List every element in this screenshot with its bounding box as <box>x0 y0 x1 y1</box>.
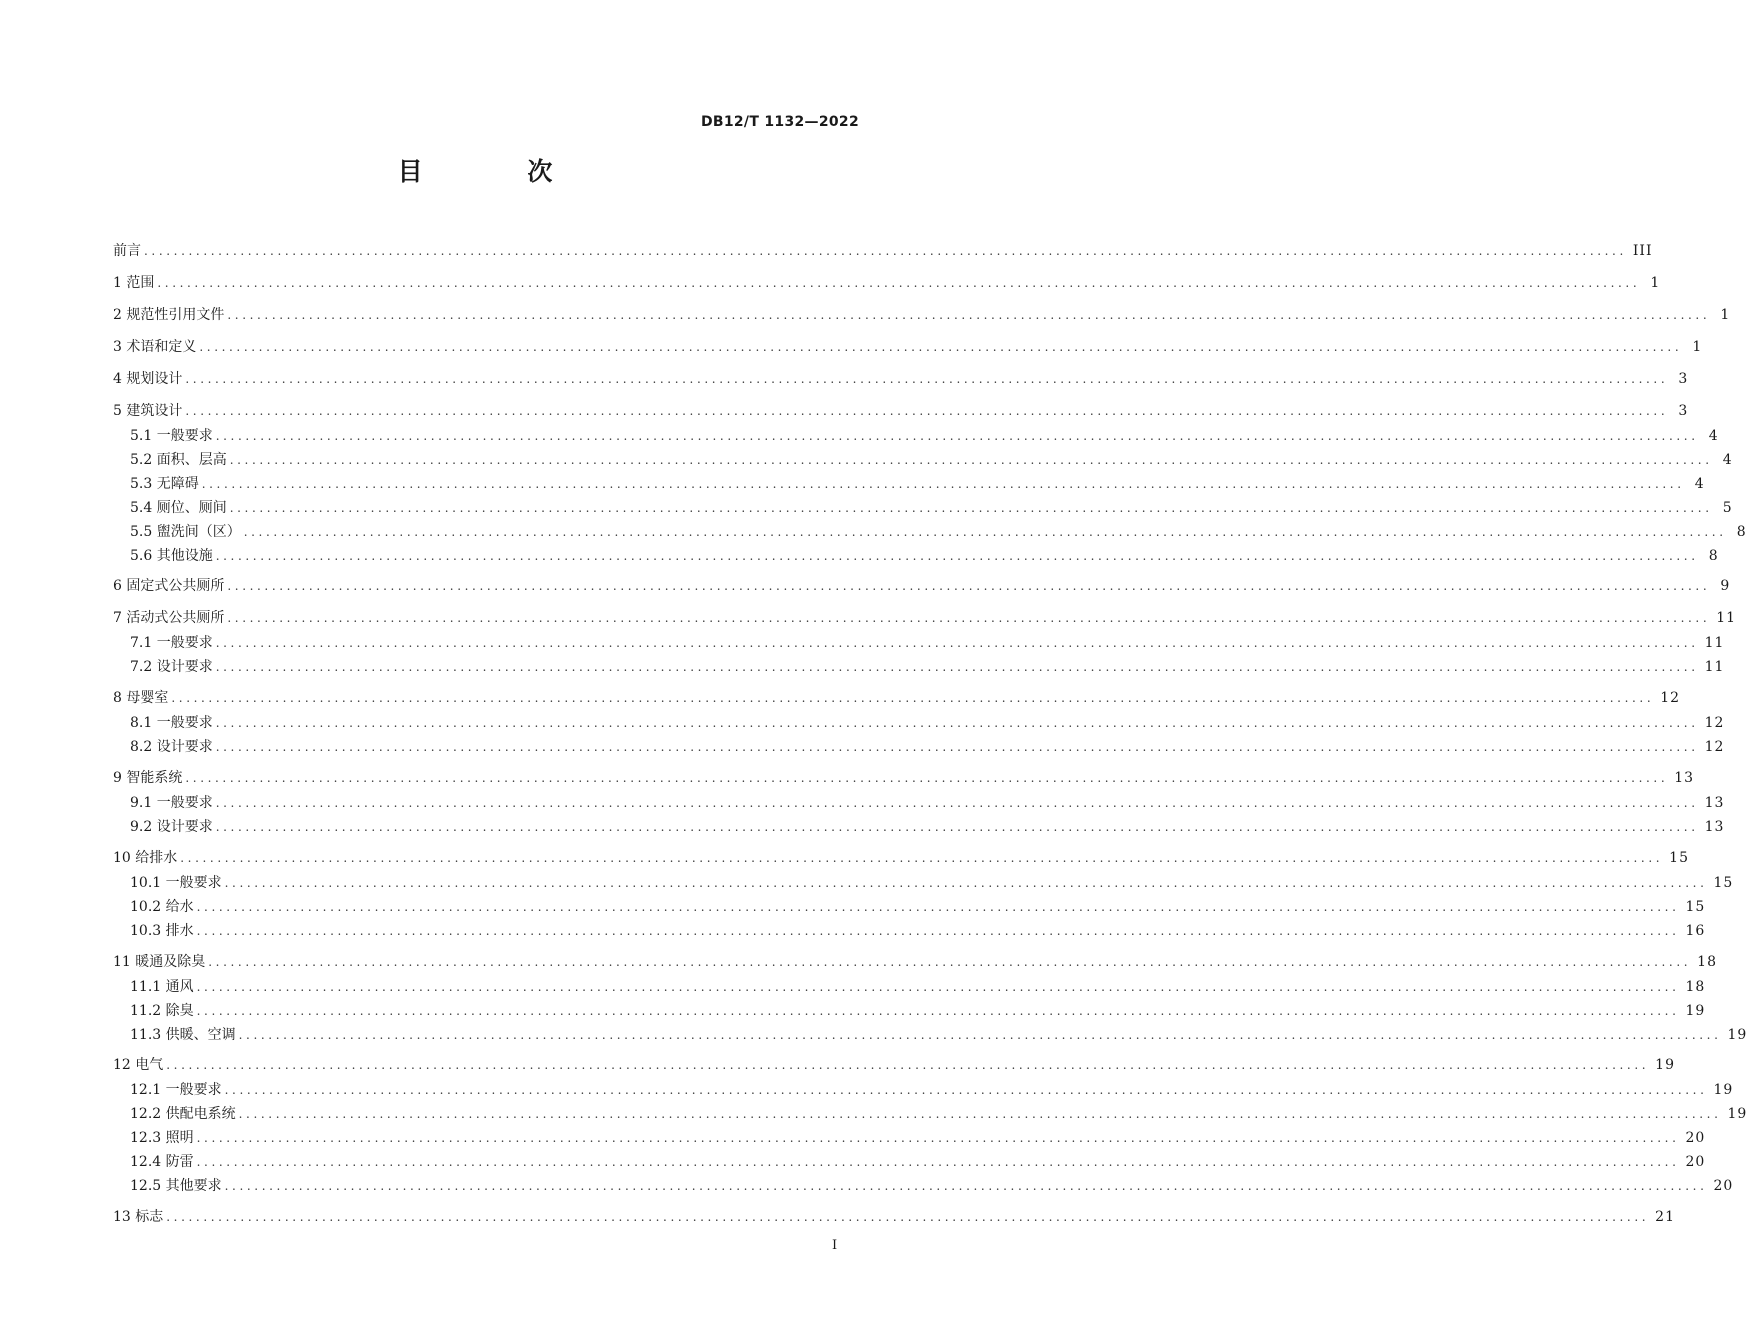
toc-page-number: 12 <box>1660 690 1681 706</box>
toc-page-number: 1 <box>1720 307 1731 323</box>
toc-page-number: 19 <box>1727 1106 1747 1122</box>
toc-leader: ........................................................................................................................................................................................................ <box>196 980 1680 994</box>
toc-page-number: 18 <box>1685 979 1706 995</box>
toc-page-number: 20 <box>1685 1130 1706 1146</box>
toc-subentry[interactable] <box>130 872 1734 894</box>
toc-entry[interactable] <box>113 336 1703 358</box>
toc-label: 5.2 面积、层高 <box>130 452 227 468</box>
toc-page-number: 11 <box>1716 610 1737 626</box>
toc-page-number: 19 <box>1655 1057 1675 1073</box>
toc-entry[interactable] <box>113 304 1731 326</box>
toc-entry[interactable] <box>113 767 1695 789</box>
toc-leader: ........................................................................................................................................................................................................ <box>215 660 1699 674</box>
toc-subentry[interactable] <box>130 896 1706 918</box>
toc-label: 3 术语和定义 <box>113 339 197 355</box>
toc-subentry[interactable] <box>130 656 1725 678</box>
toc-leader: ........................................................................................................................................................................................................ <box>238 1107 1722 1121</box>
toc-label: 12.3 照明 <box>130 1130 194 1146</box>
toc-page-number: 8 <box>1736 524 1747 540</box>
page-number: I <box>832 1238 838 1253</box>
toc-subentry[interactable] <box>130 1175 1734 1197</box>
toc-page-number: 4 <box>1708 428 1719 444</box>
toc-label: 5.5 盥洗间（区） <box>130 524 241 540</box>
toc-label: 1 范围 <box>113 275 155 291</box>
toc-leader: ........................................................................................................................................................................................................ <box>215 716 1699 730</box>
toc-page-number: 5 <box>1722 500 1733 516</box>
toc-label: 4 规划设计 <box>113 371 183 387</box>
toc-leader: ........................................................................................................................................................................................................ <box>180 851 1664 865</box>
toc-page-number: 4 <box>1694 476 1705 492</box>
toc-label: 9.2 设计要求 <box>130 819 213 835</box>
toc-page-number: 21 <box>1655 1209 1675 1225</box>
toc-page-number: 15 <box>1669 850 1689 866</box>
toc-leader: ........................................................................................................................................................................................................ <box>196 1155 1680 1169</box>
toc-leader: ........................................................................................................................................................................................................ <box>215 429 1699 443</box>
toc-leader: ........................................................................................................................................................................................................ <box>227 611 1711 625</box>
toc-page-number: 1 <box>1692 339 1703 355</box>
toc-leader: ........................................................................................................................................................................................................ <box>196 1131 1680 1145</box>
toc-label: 11.3 供暖、空调 <box>130 1027 236 1043</box>
toc-page-number: 3 <box>1678 371 1689 387</box>
toc-label: 12.2 供配电系统 <box>130 1106 236 1122</box>
toc-leader: ........................................................................................................................................................................................................ <box>224 876 1708 890</box>
toc-label: 10.2 给水 <box>130 899 194 915</box>
toc-leader: ........................................................................................................................................................................................................ <box>196 900 1680 914</box>
toc-subentry[interactable] <box>130 497 1733 519</box>
toc-label: 9 智能系统 <box>113 770 183 786</box>
toc-leader: ........................................................................................................................................................................................................ <box>144 244 1627 258</box>
toc-subentry[interactable] <box>130 425 1719 447</box>
toc-subentry[interactable] <box>130 1079 1734 1101</box>
toc-subentry[interactable] <box>130 976 1706 998</box>
toc-page-number: 13 <box>1674 770 1695 786</box>
toc-label: 5 建筑设计 <box>113 403 183 419</box>
toc-page-number: 13 <box>1704 819 1725 835</box>
toc-page-number: 13 <box>1704 795 1725 811</box>
toc-entry[interactable] <box>113 1054 1675 1076</box>
toc-page-number: 20 <box>1713 1178 1734 1194</box>
toc-label: 2 规范性引用文件 <box>113 307 225 323</box>
toc-label: 5.1 一般要求 <box>130 428 213 444</box>
toc-label: 12 电气 <box>113 1057 164 1073</box>
toc-label: 5.6 其他设施 <box>130 548 213 564</box>
toc-leader: ........................................................................................................................................................................................................ <box>215 549 1699 563</box>
toc-entry[interactable] <box>113 1206 1675 1228</box>
toc-leader: ........................................................................................................................................................................................................ <box>185 404 1669 418</box>
toc-entry[interactable] <box>113 575 1731 597</box>
toc-label: 12.5 其他要求 <box>130 1178 222 1194</box>
toc-entry[interactable] <box>113 272 1661 294</box>
toc-entry[interactable] <box>113 400 1689 422</box>
toc-leader: ........................................................................................................................................................................................................ <box>201 477 1685 491</box>
toc-leader: ........................................................................................................................................................................................................ <box>224 1083 1708 1097</box>
toc-leader: ........................................................................................................................................................................................................ <box>227 308 1711 322</box>
toc-subentry[interactable] <box>130 1151 1706 1173</box>
toc-entry[interactable] <box>113 687 1681 709</box>
document-code: DB12/T 1132—2022 <box>700 114 859 130</box>
toc-subentry[interactable] <box>130 792 1725 814</box>
toc-leader: ........................................................................................................................................................................................................ <box>171 691 1655 705</box>
toc-leader: ........................................................................................................................................................................................................ <box>229 501 1713 515</box>
toc-page-number: 8 <box>1708 548 1719 564</box>
toc-page-number: 19 <box>1727 1027 1747 1043</box>
toc-label: 7.1 一般要求 <box>130 635 213 651</box>
toc-leader: ........................................................................................................................................................................................................ <box>215 796 1699 810</box>
toc-subentry[interactable] <box>130 521 1747 543</box>
toc-label: 11 暖通及除臭 <box>113 954 206 970</box>
toc-leader: ........................................................................................................................................................................................................ <box>199 340 1683 354</box>
toc-page-number: 19 <box>1685 1003 1706 1019</box>
toc-page-number: 11 <box>1704 659 1725 675</box>
toc-subentry[interactable] <box>130 473 1705 495</box>
toc-leader: ........................................................................................................................................................................................................ <box>229 453 1713 467</box>
toc-subentry[interactable] <box>130 545 1719 567</box>
toc-subentry[interactable] <box>130 632 1725 654</box>
toc-label: 8.2 设计要求 <box>130 739 213 755</box>
toc-page-number: 20 <box>1685 1154 1706 1170</box>
toc-leader: ........................................................................................................................................................................................................ <box>224 1179 1708 1193</box>
toc-label: 8 母婴室 <box>113 690 169 706</box>
toc-page-number: 15 <box>1685 899 1706 915</box>
toc-subentry[interactable] <box>130 449 1733 471</box>
toc-leader: ........................................................................................................................................................................................................ <box>227 579 1711 593</box>
toc-label: 11.2 除臭 <box>130 1003 194 1019</box>
toc-leader: ........................................................................................................................................................................................................ <box>238 1028 1722 1042</box>
toc-subentry[interactable] <box>130 712 1725 734</box>
toc-label: 7.2 设计要求 <box>130 659 213 675</box>
toc-leader: ........................................................................................................................................................................................................ <box>208 955 1692 969</box>
toc-leader: ........................................................................................................................................................................................................ <box>196 924 1680 938</box>
toc-entry[interactable] <box>113 847 1689 869</box>
toc-subentry[interactable] <box>130 920 1706 942</box>
toc-page-number: 4 <box>1722 452 1733 468</box>
toc-label: 12.4 防雷 <box>130 1154 194 1170</box>
toc-leader: ........................................................................................................................................................................................................ <box>215 820 1699 834</box>
toc-leader: ........................................................................................................................................................................................................ <box>196 1004 1680 1018</box>
toc-label: 9.1 一般要求 <box>130 795 213 811</box>
toc-page-number: 15 <box>1713 875 1734 891</box>
toc-subentry[interactable] <box>130 736 1725 758</box>
toc-leader: ........................................................................................................................................................................................................ <box>166 1210 1650 1224</box>
toc-entry[interactable] <box>113 607 1737 629</box>
toc-subentry[interactable] <box>130 1000 1706 1022</box>
toc-page-number: 3 <box>1678 403 1689 419</box>
toc-label: 5.3 无障碍 <box>130 476 199 492</box>
toc-entry[interactable] <box>113 240 1653 262</box>
toc-page-number: 9 <box>1720 578 1731 594</box>
toc-subentry[interactable] <box>130 816 1725 838</box>
toc-label: 10 给排水 <box>113 850 178 866</box>
toc-page-number: 11 <box>1704 635 1725 651</box>
toc-leader: ........................................................................................................................................................................................................ <box>215 636 1699 650</box>
toc-label: 10.3 排水 <box>130 923 194 939</box>
toc-page-number: 19 <box>1713 1082 1734 1098</box>
toc-page-number: 16 <box>1685 923 1706 939</box>
toc-leader: ........................................................................................................................................................................................................ <box>185 372 1669 386</box>
toc-leader: ........................................................................................................................................................................................................ <box>215 740 1699 754</box>
toc-leader: ........................................................................................................................................................................................................ <box>185 771 1669 785</box>
toc-page-number: 12 <box>1704 739 1725 755</box>
toc-page-number: 1 <box>1650 275 1661 291</box>
toc-subentry[interactable] <box>130 1103 1747 1125</box>
toc-leader: ........................................................................................................................................................................................................ <box>157 276 1641 290</box>
toc-entry[interactable] <box>113 368 1689 390</box>
toc-label: 12.1 一般要求 <box>130 1082 222 1098</box>
page-title: 目 次 <box>397 157 601 186</box>
toc-label: 7 活动式公共厕所 <box>113 610 225 626</box>
toc-page-number: 18 <box>1697 954 1717 970</box>
toc-leader: ........................................................................................................................................................................................................ <box>166 1058 1650 1072</box>
toc-label: 前言 <box>113 243 141 259</box>
toc-page-number: III <box>1632 243 1653 259</box>
toc-label: 6 固定式公共厕所 <box>113 578 225 594</box>
toc-label: 8.1 一般要求 <box>130 715 213 731</box>
toc-subentry[interactable] <box>130 1127 1706 1149</box>
toc-label: 11.1 通风 <box>130 979 194 995</box>
toc-label: 5.4 厕位、厕间 <box>130 500 227 516</box>
toc-entry[interactable] <box>113 951 1717 973</box>
toc-label: 13 标志 <box>113 1209 164 1225</box>
toc-page-number: 12 <box>1704 715 1725 731</box>
toc-label: 10.1 一般要求 <box>130 875 222 891</box>
toc-subentry[interactable] <box>130 1024 1747 1046</box>
toc-leader: ........................................................................................................................................................................................................ <box>243 525 1727 539</box>
